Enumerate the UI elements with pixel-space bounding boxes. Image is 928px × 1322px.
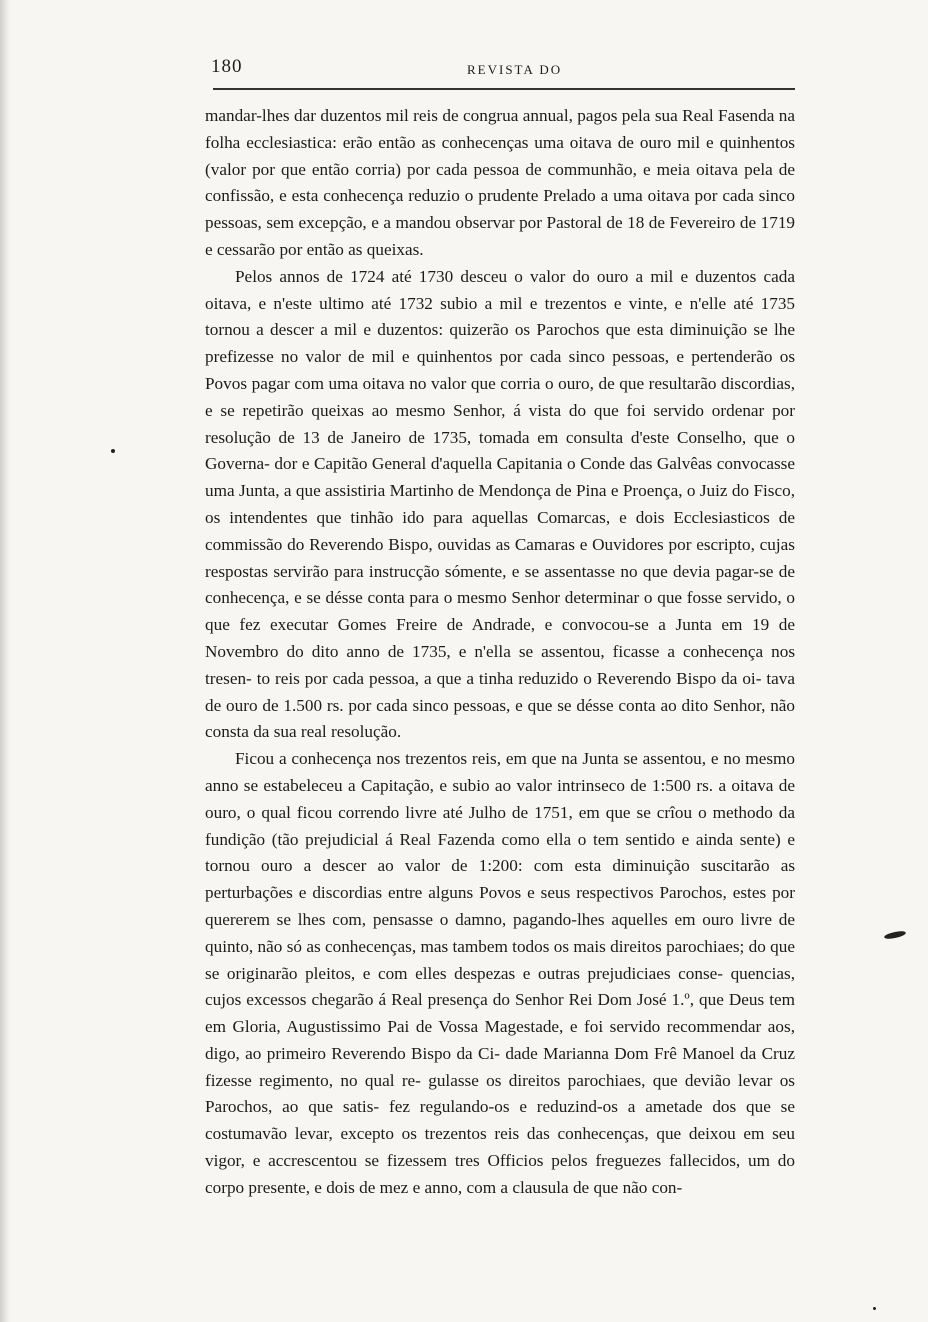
- ink-speck: [873, 1307, 876, 1310]
- text-line: Gomes Freire de Andrade, e convocou-se a Junta em 19 de Novembro do: [205, 615, 795, 661]
- text-line: Pelos annos de 1724 até 1730 desceu o valor do ouro a mil e duzentos: [235, 266, 757, 286]
- text-line: só as conhecenças, mas tambem todos os mais direitos parochiaes; do que: [286, 936, 795, 956]
- text-line: fez regulando-os e reduzind-os a ametade dos que se costumavão levar,: [205, 1097, 795, 1144]
- text-line: pensasse o damno, pagando-lhes aquelles em ouro livre de quinto, não: [205, 909, 795, 956]
- text-line: e no mesmo anno se estabeleceu a Capitação, e subio ao valor intrinseco: [205, 749, 796, 795]
- ink-speck: [111, 449, 115, 453]
- paragraph: [205, 746, 795, 1202]
- scanned-page: [205, 52, 795, 1202]
- text-line: como ella o tem sentido e ainda sente) e tornou ouro a descer ao valor de: [205, 829, 795, 876]
- text-line: de 1:500 rs. a oitava de ouro, o qual ficou correndo livre até Julho de 1751,: [205, 775, 795, 822]
- text-line: n'elle até 1735 tornou a descer a mil e duzentos: quizerão os Parochos: [205, 293, 796, 340]
- text-line: 1:200: com esta diminuição suscitarão as perturbações e discordias entre: [205, 856, 796, 903]
- text-line: foi servido recommendar aos, digo, ao primeiro Reverendo Bispo da Ci-: [205, 1017, 795, 1063]
- text-line: e Ouvidores por escripto, cujas respostas servirão para instrucção sómente,: [205, 534, 795, 581]
- text-line: to reis por cada pessoa, a que a tinha reduzido o Reverendo Bispo da oi-: [256, 668, 762, 688]
- paragraph: [205, 264, 795, 746]
- text-line: uma Junta, a que assistiria Martinho de Mendonça de Pina e Proença, o: [205, 481, 696, 501]
- text-line: mandar-lhes dar duzentos mil reis de congrua annual, pagos pela sua: [205, 106, 678, 125]
- text-line: dor e Capitão General d'aquella Capitania o Conde das Galvêas convocasse: [274, 454, 796, 474]
- running-title: REVISTA DO: [467, 62, 563, 77]
- text-line: que esta diminuição se lhe prefizesse no valor de mil e quinhentos por: [205, 320, 795, 367]
- running-head: [205, 52, 795, 86]
- text-line: quencias, cujos excessos chegarão á Real presença do Senhor Rei Dom: [205, 963, 795, 1010]
- ink-speck: [884, 930, 907, 940]
- header-rule: [213, 88, 795, 90]
- text-line: de ouro mil e quinhentos (valor por que então corria) por cada pessoa de: [205, 132, 795, 179]
- text-line: de Janeiro de 1735, tomada em consulta d'este Conselho, que o Governa-: [205, 427, 796, 474]
- page-binding-edge: [0, 0, 10, 1322]
- text-line: accrescentou se fizessem tres Officios pelos freguezes fallecidos, um do: [268, 1151, 795, 1171]
- text-line: em que se crîou o methodo da fundição (tão prejudicial á Real Fazenda: [205, 802, 795, 849]
- text-line: Juiz do Fisco, os intendentes que tinhão ido para aquellas Comarcas, e: [205, 481, 795, 527]
- text-line: mesmo Senhor, á vista do que foi servido ordenar por resolução de 13: [205, 400, 795, 447]
- text-line: gulasse os direitos parochiaes, que devião levar os Parochos, ao que satis-: [205, 1070, 795, 1117]
- text-line: para o mesmo Senhor determinar o que fosse servido, o que fez executar: [205, 588, 796, 635]
- text-line: o prudente Prelado a uma oitava por cada sinco pessoas, sem excepção, e: [205, 186, 796, 233]
- text-line: por então as queixas.: [279, 239, 424, 259]
- text-line: alguns Povos e seus respectivos Parochos, estes por quererem se lhes com,: [205, 883, 796, 929]
- text-line: corpo presente, e dois de mez e anno, com a clausula de que não con-: [205, 1177, 683, 1197]
- text-line: Ficou a conhecença nos trezentos reis, em que na Junta se assentou,: [235, 749, 707, 769]
- text-line: cada oitava, e n'este ultimo até 1732 subio a mil e trezentos e vinte, e: [205, 266, 795, 313]
- text-line: dois Ecclesiasticos de commissão do Reverendo Bispo, ouvidas as Camaras: [205, 507, 796, 554]
- text-line: e se assentasse no que devia pagar-se de conhecença, e se désse conta: [205, 561, 795, 608]
- text-line: José 1.º, que Deus tem em Gloria, Augustissimo Pai de Vossa Magestade, e: [205, 990, 795, 1037]
- body-text: [205, 103, 795, 1202]
- text-line: Real Fasenda na folha ecclesiastica: erão então as conhecenças uma oitava: [205, 106, 795, 152]
- text-line: que corria o ouro, de que resultarão discordias, e se repetirão queixas ao: [205, 373, 795, 420]
- text-line: se originarão pleitos, e com elles despezas e outras prejudiciaes conse-: [205, 963, 723, 983]
- text-line: dito anno de 1735, e n'ella se assentou, ficasse a conhecença nos tresen-: [205, 641, 796, 688]
- text-line: cada sinco pessoas, e pertenderão os Povos pagar com uma oitava no valor: [205, 347, 796, 393]
- text-line: dade Marianna Dom Frê Manoel da Cruz fizesse regimento, no qual re-: [205, 1043, 795, 1090]
- text-line: a mandou observar por Pastoral de 18 de Fevereiro de 1719 e cessarão: [205, 213, 796, 259]
- text-line: communhão, e meia oitava pela de confissão, e esta conhecença reduzio: [205, 159, 796, 206]
- paragraph: [205, 103, 795, 264]
- text-line: excepto os trezentos reis das conhecenças, que deixou em seu vigor, e: [205, 1124, 796, 1171]
- text-line: dito Senhor, não consta da sua real resolução.: [205, 695, 796, 742]
- page-number: 180: [211, 56, 243, 77]
- text-line: tava de ouro de 1.500 rs. por cada sinco pessoas, e que se désse conta ao: [205, 668, 796, 715]
